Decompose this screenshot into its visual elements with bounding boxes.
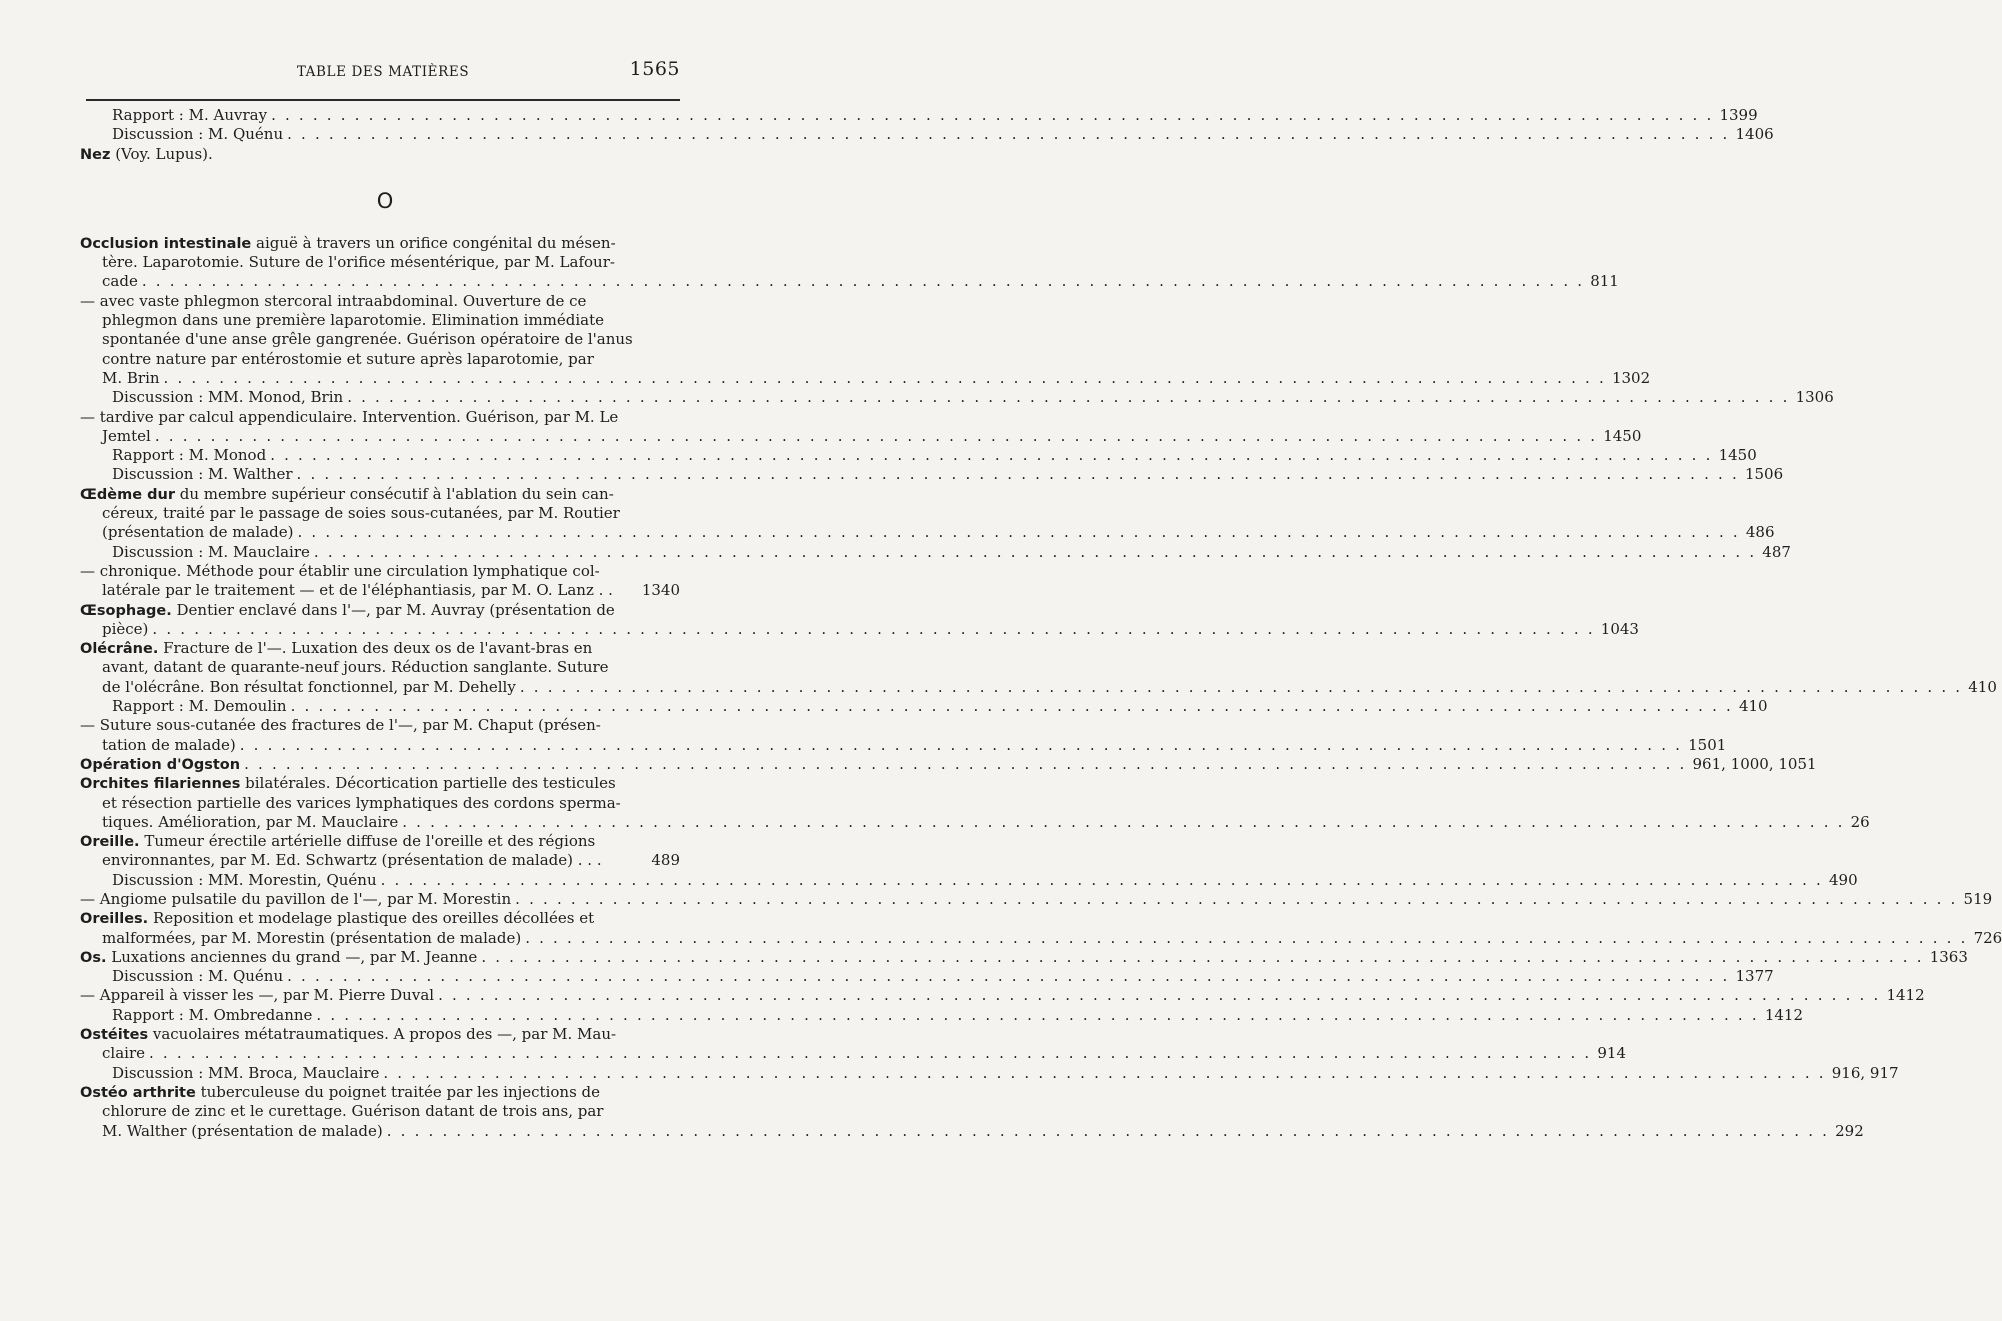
index-line-text [102, 369, 160, 388]
dot-leader [377, 871, 1823, 890]
spacer [602, 851, 646, 870]
index-line-text [80, 1083, 600, 1102]
index-line-page: 811 [1590, 272, 1619, 291]
index-line [80, 986, 1925, 1005]
index-line-page: 1302 [1611, 368, 1651, 387]
index-line [80, 967, 1774, 986]
dot-leader [267, 106, 1713, 125]
index-line-page: 519 [1963, 889, 1993, 908]
entry-text: spontanée d'une anse grêle gangrenée. Guérison opératoire de l'anus [102, 330, 633, 349]
index-line-text [80, 986, 434, 1005]
index-line-page: 410 [1968, 677, 1997, 696]
index-line [80, 581, 680, 600]
dot-leader [477, 948, 1923, 967]
entry-text: Discussion : MM. Monod, Brin [112, 388, 344, 407]
index-line-page: 1450 [1603, 426, 1642, 445]
spacer [613, 581, 636, 600]
index-line-text [102, 581, 613, 600]
index-line-text [102, 620, 148, 639]
index-line-page: 292 [1835, 1121, 1864, 1140]
index-line-page: 1363 [1929, 947, 1968, 966]
index-line-text [112, 1064, 379, 1083]
index-line-text [112, 465, 293, 484]
entry-text: Reposition et modelage plastique des oreilles décollées et [148, 909, 595, 928]
index-line [80, 851, 680, 870]
entry-keyword: Œdème dur [80, 486, 175, 503]
index-line [80, 601, 680, 620]
index-line [80, 947, 1968, 967]
entry-text: — tardive par calcul appendiculaire. Intervention. Guérison, par M. Le [80, 407, 619, 426]
index-line-text [80, 909, 594, 928]
index-line-text [102, 929, 521, 948]
index-line-text [80, 639, 592, 658]
index-line-text [80, 716, 601, 735]
entry-text: bilatérales. Décortication partielle des testicules [240, 774, 616, 793]
index-line-text [102, 311, 604, 330]
index-line [80, 542, 1791, 562]
index-line-page: 916, 917 [1831, 1063, 1899, 1082]
index-line-text [102, 813, 398, 832]
entry-text: tuberculeuse du poignet traitée par les injections de [195, 1082, 601, 1101]
index-line [80, 677, 1997, 697]
index-line-page: 1377 [1735, 967, 1774, 986]
index-line-page: 1406 [1735, 125, 1774, 144]
dot-leader [145, 1044, 1591, 1063]
index-line-text [80, 485, 614, 504]
entry-text: Discussion : M. Mauclaire [112, 542, 310, 561]
entry-keyword: Oreille. [80, 834, 140, 851]
index-line-text [80, 948, 477, 967]
index-line-text [112, 388, 343, 407]
index-line [80, 253, 680, 272]
index-line-text [112, 446, 266, 465]
entry-text: Luxations anciennes du grand —, par M. Jeanne [106, 947, 478, 966]
index-line-text [80, 1025, 616, 1044]
index-line [80, 697, 1768, 716]
index-line-page: 489 [651, 851, 680, 870]
dot-leader [312, 1006, 1758, 1025]
dot-leader [287, 697, 1733, 716]
index-line-text [102, 658, 609, 677]
entry-keyword: Oreilles. [80, 911, 149, 928]
entry-text: vacuolaires métatraumatiques. A propos des —, par M. Mau- [148, 1025, 617, 1044]
index-line-page: 26 [1850, 812, 1870, 831]
entry-text: cade [102, 272, 138, 291]
index-line-text [102, 272, 138, 291]
index-line [80, 562, 680, 581]
entry-keyword: Os. [80, 949, 107, 966]
entry-text: — Appareil à visser les —, par M. Pierre Duval [80, 986, 435, 1005]
entry-text: Rapport : M. Demoulin [112, 697, 287, 716]
entry-text: Rapport : M. Monod [112, 446, 267, 465]
index-line-page: 1501 [1688, 735, 1727, 754]
index-line [80, 1063, 1899, 1083]
dot-leader [516, 678, 1962, 697]
entry-text: du membre supérieur consécutif à l'ablation du sein can- [174, 484, 614, 503]
dot-leader [310, 543, 1756, 562]
entry-text: Discussion : MM. Morestin, Quénu [112, 870, 377, 889]
index-line [80, 106, 1758, 125]
index-line-page: 1506 [1744, 465, 1784, 484]
page-number: 1565 [629, 58, 680, 80]
index-line [80, 794, 680, 813]
index-line [80, 812, 1870, 832]
index-line-text [102, 1044, 145, 1063]
index-line-text [102, 736, 236, 755]
entry-keyword: Ostéo arthrite [80, 1084, 196, 1101]
dot-leader [240, 755, 1686, 774]
entry-keyword: Nez [80, 146, 111, 163]
entry-text: (présentation de malade) [102, 523, 294, 542]
entry-text: tiques. Amélioration, par M. Mauclaire [102, 812, 399, 831]
dot-leader [266, 446, 1712, 465]
entry-text: chlorure de zinc et le curettage. Guérison datant de trois ans, par [102, 1102, 604, 1121]
header-rule [86, 99, 680, 101]
index-line-text [80, 234, 616, 253]
index-line-text [112, 967, 283, 986]
dot-leader [398, 813, 1844, 832]
index-line-page: 1306 [1795, 388, 1834, 407]
entry-text: — Suture sous-cutanée des fractures de l'—, par M. Chaput (présen- [80, 716, 601, 735]
index-line-page: 726 [1973, 928, 2002, 947]
index-line-page: 490 [1829, 870, 1858, 889]
entry-text: environnantes, par M. Ed. Schwartz (présentation de malade) . . . [102, 851, 602, 870]
index-line [80, 368, 1651, 388]
entry-text: Discussion : M. Walther [112, 465, 293, 484]
entry-text: contre nature par entérostomie et suture après laparotomie, par [102, 349, 594, 368]
entry-text: tation de malade) [102, 735, 236, 754]
entry-keyword: Ostéites [80, 1027, 149, 1044]
index-line-text [80, 601, 615, 620]
entry-text: — avec vaste phlegmon stercoral intraabdominal. Ouverture de ce [80, 291, 587, 310]
index-line-text [80, 832, 595, 851]
index-line-text [80, 890, 511, 909]
index-line-page: 487 [1762, 542, 1791, 561]
index-line [80, 832, 680, 851]
entry-text: (Voy. Lupus). [115, 144, 213, 163]
index-line-page: 1340 [641, 581, 680, 600]
dot-leader [434, 986, 1880, 1005]
dot-leader [236, 736, 1682, 755]
dot-leader [283, 967, 1729, 986]
section-letter: O [376, 188, 394, 213]
index-line-page: 1043 [1600, 619, 1639, 638]
index-line [80, 1044, 1627, 1063]
index-line-text [80, 292, 586, 311]
index-line [80, 870, 1858, 890]
index-line-text [102, 1122, 383, 1141]
index-line-text [102, 253, 615, 272]
entry-text: aiguë à travers un orifice congénital du mésen- [251, 233, 616, 252]
index-line-text [102, 350, 594, 369]
entry-text: — chronique. Méthode pour établir une circulation lymphatique col- [80, 561, 600, 580]
index-line-nez [80, 145, 680, 164]
index-line [80, 716, 680, 735]
index-line-text [102, 427, 151, 446]
dot-leader [383, 1122, 1829, 1141]
entry-text: de l'olécrâne. Bon résultat fonctionnel, par M. Dehelly [102, 677, 516, 696]
index-line-text [112, 697, 287, 716]
index-line [80, 1102, 680, 1121]
entry-keyword: Orchites filariennes [80, 776, 241, 793]
index-line-text [112, 543, 310, 562]
index-line [80, 446, 1757, 465]
index-line [80, 388, 1834, 407]
index-line-page: 1399 [1719, 106, 1758, 124]
dot-leader [293, 523, 1739, 542]
index-line-text [102, 330, 633, 349]
index-line-text [80, 755, 240, 774]
index-line-text: Discussion : M. Quénu [112, 125, 284, 144]
index-line [80, 774, 680, 793]
index-line [80, 619, 1639, 639]
index-line [80, 1025, 680, 1044]
index-line-page: 1450 [1718, 446, 1757, 465]
index-line-text: Rapport : M. Auvray [112, 106, 268, 124]
index-line-text [102, 794, 621, 813]
entry-text: Dentier enclavé dans l'—, par M. Auvray (présentation de [171, 600, 615, 619]
index-line [80, 928, 2002, 948]
index-line-text [102, 1102, 603, 1121]
index-line [80, 1083, 680, 1102]
entry-text: et résection partielle des varices lymphatiques des cordons sperma- [102, 793, 621, 812]
entry-text: Discussion : MM. Broca, Mauclaire [112, 1063, 380, 1082]
index-line [80, 889, 1993, 909]
entry-text: céreux, traité par le passage de soies sous-cutanées, par M. Routier [102, 504, 620, 523]
page-title: TABLE DES MATIÈRES [296, 64, 470, 80]
entry-keyword: Occlusion intestinale [80, 235, 252, 252]
index-line [80, 311, 680, 330]
dot-leader [148, 620, 1594, 639]
entry-text: latérale par le traitement — et de l'éléphantiasis, par M. O. Lanz . . [102, 581, 613, 600]
index-line-text [80, 562, 600, 581]
index-line-page: 486 [1745, 523, 1775, 542]
dot-leader [511, 890, 1957, 909]
index-line-page: 961, 1000, 1051 [1692, 754, 1817, 773]
index-line [80, 272, 1619, 291]
dot-leader [293, 465, 1739, 484]
index-line-text [80, 774, 616, 793]
index-line [80, 350, 680, 369]
index-line-page: 1412 [1764, 1005, 1803, 1024]
entry-text: tère. Laparotomie. Suture de l'orifice mésentérique, par M. Lafour- [102, 253, 615, 272]
entry-keyword: Œsophage. [80, 602, 172, 619]
dot-leader [379, 1064, 1825, 1083]
entry-text: pièce) [102, 619, 149, 638]
dot-leader [343, 388, 1789, 407]
index-entries [80, 233, 2002, 1141]
index-line-page: 1412 [1886, 986, 1925, 1005]
entry-text: avant, datant de quarante-neuf jours. Réduction sanglante. Suture [102, 658, 609, 677]
entry-text: malformées, par M. Morestin (présentation de malade) [102, 928, 522, 947]
dot-leader [160, 369, 1606, 388]
index-line-text [102, 851, 602, 870]
dot-leader [138, 272, 1584, 291]
page-header [86, 58, 680, 88]
index-line-page: 914 [1597, 1044, 1627, 1063]
entry-text: Tumeur érectile artérielle diffuse de l'oreille et des régions [139, 832, 596, 851]
entry-keyword: Olécrâne. [80, 641, 159, 658]
index-line-text [80, 408, 618, 427]
index-line-text [102, 523, 293, 542]
entry-text: phlegmon dans une première laparotomie. Elimination immédiate [102, 311, 605, 330]
index-line [80, 426, 1642, 446]
index-content [80, 106, 2002, 1141]
index-line [80, 523, 1775, 542]
entry-text: Fracture de l'—. Luxation des deux os de l'avant-bras en [158, 639, 593, 658]
entry-text: Discussion : M. Quénu [112, 967, 284, 986]
index-line [80, 485, 680, 504]
index-line [80, 658, 680, 677]
index-line [80, 754, 1817, 774]
index-line-text [112, 871, 377, 890]
entry-text: M. Brin [102, 368, 160, 387]
index-line-page: 410 [1738, 697, 1768, 716]
index-line [80, 504, 680, 523]
index-line [80, 1121, 1864, 1141]
index-line [80, 234, 680, 253]
index-line [80, 639, 680, 658]
index-line [80, 1005, 1803, 1025]
index-line [80, 465, 1784, 484]
index-line [80, 909, 680, 928]
index-line [80, 330, 680, 349]
index-line-text [102, 678, 516, 697]
index-line [80, 408, 680, 427]
index-line-text [102, 504, 620, 523]
dot-leader [521, 929, 1967, 948]
index-line [80, 292, 680, 311]
entry-text: claire [102, 1044, 145, 1063]
entry-text: M. Walther (présentation de malade) [102, 1121, 383, 1140]
dot-leader [151, 427, 1597, 446]
index-line [80, 735, 1727, 755]
entry-text: Jemtel [102, 426, 151, 445]
index-line-text [112, 1006, 312, 1025]
entry-keyword: Opération d'Ogston [80, 756, 241, 773]
entry-text: Rapport : M. Ombredanne [112, 1005, 313, 1024]
index-line [80, 125, 1774, 144]
dot-leader [283, 125, 1729, 144]
entry-text: — Angiome pulsatile du pavillon de l'—, par M. Morestin [80, 889, 512, 908]
